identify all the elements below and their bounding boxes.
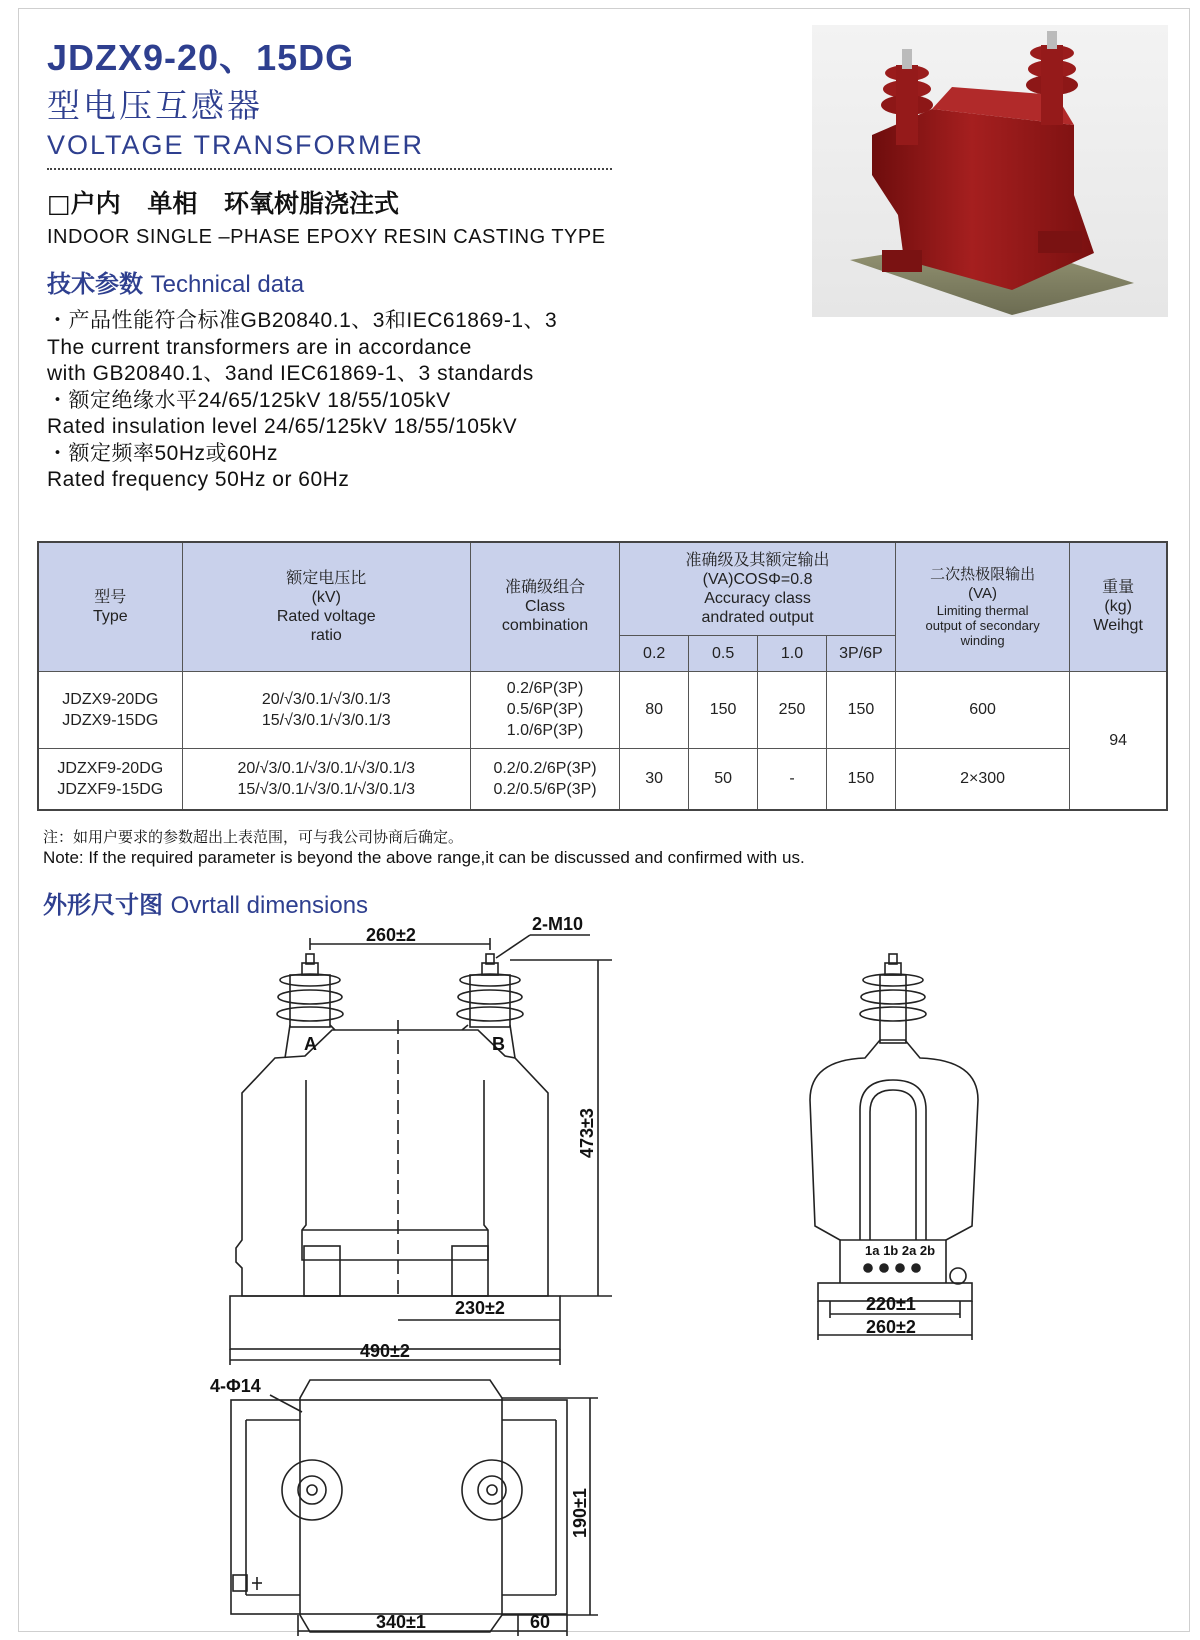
front-body [236,1030,548,1296]
cell-weight: 94 [1070,671,1167,810]
label-half-base: 230±2 [455,1298,505,1318]
header-acc-0-2: 0.2 [620,635,689,671]
label-side-inner: 220±1 [866,1294,916,1314]
cell-acc-1-0: - [758,748,827,810]
label-terminal-a: A [304,1034,317,1054]
header-accuracy-en: andrated output [701,608,814,626]
header-thermal-unit: (VA) [968,585,998,603]
plan-body [300,1380,502,1632]
header-weight-unit: (kg) [1104,598,1132,616]
header-type-cn: 型号 [94,588,127,606]
spec-line: Rated insulation level 24/65/125kV 18/55/105kV [47,415,518,438]
cell-acc-0-2: 30 [620,748,689,810]
spec-line: The current transformers are in accordance [47,335,472,359]
note-cn: 注：如用户要求的参数超出上表范围，可与我公司协商后确定。 [43,828,464,846]
spec-line: ・额定频率50Hz或60Hz [47,441,279,465]
cell-thermal: 600 [895,671,1069,748]
technical-heading-en: Technical data [150,271,305,298]
note-en: Note: If the required parameter is beyond the above range,it can be discussed and confirmed with us. [43,848,805,867]
plan-bushing-right [462,1460,522,1520]
model-title: JDZX9-20、15DG [47,37,355,78]
type-value: JDZX9-15DG [62,711,159,729]
subtitle-cn: □户内 单相 环氧树脂浇注式 [47,189,400,218]
ratio-value: 20/√3/0.1/√3/0.1/3 [261,690,391,708]
holes-leader [270,1395,302,1412]
header-weight-en: Weihgt [1093,617,1143,635]
header-ratio-cn: 额定电压比 [286,569,367,587]
product-title-en: VOLTAGE TRANSFORMER [47,130,425,160]
label-holes: 4-Φ14 [210,1376,261,1396]
label-side-outer: 260±2 [866,1317,916,1337]
plan-view [231,1380,598,1636]
header-acc-1-0: 1.0 [758,635,827,671]
label-plan-depth: 190±1 [570,1488,590,1538]
cell-acc-0-2: 80 [620,671,689,748]
header-class-en: combination [501,617,589,635]
class-value: 0.2/0.5/6P(3P) [493,780,597,798]
label-plan-offset: 60 [530,1612,551,1632]
label-base-length: 490±2 [360,1341,410,1361]
spec-line: ・额定绝缘水平24/65/125kV 18/55/105kV [47,388,451,412]
cell-acc-3p6p: 150 [826,748,895,810]
ratio-value: 20/√3/0.1/√3/0.1/√3/0.1/3 [237,759,416,777]
header-class-en: Class [525,598,566,616]
spec-line: ・产品性能符合标准GB20840.1、3和IEC61869-1、3 [47,309,558,332]
header-thermal-cn: 二次热极限输出 [930,566,1036,584]
label-top-span: 260±2 [366,925,416,945]
plan-ground-icon [233,1575,247,1591]
header-accuracy-cn: 准确级及其额定输出 [685,551,830,569]
header-type-en: Type [92,607,128,625]
side-insulator [860,954,926,1043]
front-view [230,935,612,1365]
header-weight-cn: 重量 [1102,579,1135,597]
cell-thermal: 2×300 [895,748,1069,810]
cell-acc-1-0: 250 [758,671,827,748]
bolt-leader [496,935,530,958]
subtitle-en: INDOOR SINGLE –PHASE EPOXY RESIN CASTING TYPE [47,226,606,248]
ratio-value: 15/√3/0.1/√3/0.1/3 [261,711,391,729]
front-foot-right [452,1246,488,1296]
label-secondary-terminals: 1a 1b 2a 2b [865,1243,936,1258]
front-foot-left [304,1246,340,1296]
class-value: 0.2/0.2/6P(3P) [493,759,597,777]
type-value: JDZXF9-15DG [57,780,164,798]
type-value: JDZXF9-20DG [57,759,164,777]
technical-heading-cn: 技术参数 [47,270,143,298]
header-thermal-en: output of secondary [925,618,1040,634]
label-plan-span: 340±1 [376,1612,426,1632]
type-value: JDZX9-20DG [62,690,159,708]
header-ratio-en: Rated voltage [276,607,376,625]
header-accuracy-en: Accuracy class [704,589,811,607]
class-value: 1.0/6P(3P) [506,722,584,739]
dimensions-heading-cn: 外形尺寸图 [43,891,163,919]
spec-line: with GB20840.1、3and IEC61869-1、3 standards [47,362,534,385]
header-acc-0-5: 0.5 [689,635,758,671]
side-view [810,954,978,1340]
product-title-cn: 型电压互感器 [47,86,263,125]
header-thermal-en: Limiting thermal [936,603,1029,619]
spec-line: Rated frequency 50Hz or 60Hz [47,468,350,491]
front-core-window [302,1080,488,1260]
header-accuracy-unit: (VA)COSΦ=0.8 [702,570,813,588]
class-value: 0.2/6P(3P) [506,680,584,697]
header-class-cn: 准确级组合 [505,579,586,597]
cell-acc-3p6p: 150 [826,671,895,748]
ratio-value: 15/√3/0.1/√3/0.1/√3/0.1/3 [237,780,416,798]
plan-bushing-left [282,1460,342,1520]
label-bolt: 2-M10 [532,914,584,934]
header-ratio-en: ratio [310,626,342,644]
ground-terminal-icon [950,1268,966,1284]
cell-acc-0-5: 50 [689,748,758,810]
label-terminal-b: B [492,1034,505,1054]
header-thermal-en: winding [960,633,1005,649]
side-window-inner [870,1090,916,1240]
cell-acc-0-5: 150 [689,671,758,748]
class-value: 0.5/6P(3P) [506,701,584,718]
dimensions-heading-en: Ovrtall dimensions [170,892,369,919]
header-acc-3p6p: 3P/6P [826,635,895,671]
label-height: 473±3 [577,1108,597,1158]
header-ratio-unit: (kV) [311,588,341,606]
